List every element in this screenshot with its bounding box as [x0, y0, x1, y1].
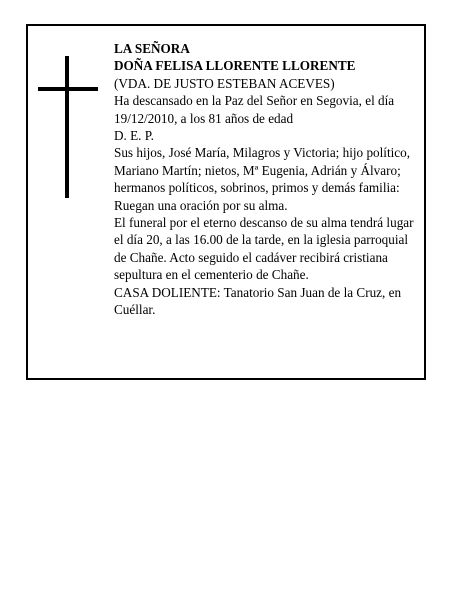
obituary-notice [26, 24, 426, 380]
mourning-house: CASA DOLIENTE: Tanatorio San Juan de la Cruz, en Cuéllar. [114, 284, 402, 318]
death-notice: Ha descansado en la Paz del Señor en Segovia, el día 19/12/2010, a los 81 años de edad [114, 93, 395, 126]
title-line: LA SEÑORA [114, 41, 190, 56]
cross-vertical-bar [65, 56, 69, 198]
cross-icon [38, 56, 98, 198]
family-list: Sus hijos, José María, Milagros y Victoria; hijo político, Mariano Martín; nietos, Mª Eugenia, Adrián y Álvaro; hermanos políticos, sobrinos, primos y demás familia: [114, 145, 411, 196]
prayer-request: Ruegan una oración por su alma. [114, 197, 288, 213]
cross-horizontal-bar [38, 87, 98, 91]
funeral-details: El funeral por el eterno descanso de su alma tendrá lugar el día 20, a las 16.00 de la tarde, en la iglesia parroquial de Chañe. Acto seguido el cadáver recibirá cristiana sepultura en el cementerio de Chañe. [114, 215, 414, 283]
widow-of-line: (VDA. DE JUSTO ESTEBAN ACEVES) [114, 75, 335, 91]
deceased-name: DOÑA FELISA LLORENTE LLORENTE [114, 58, 356, 74]
rip-line: D. E. P. [114, 128, 154, 144]
obituary-text [114, 40, 420, 319]
